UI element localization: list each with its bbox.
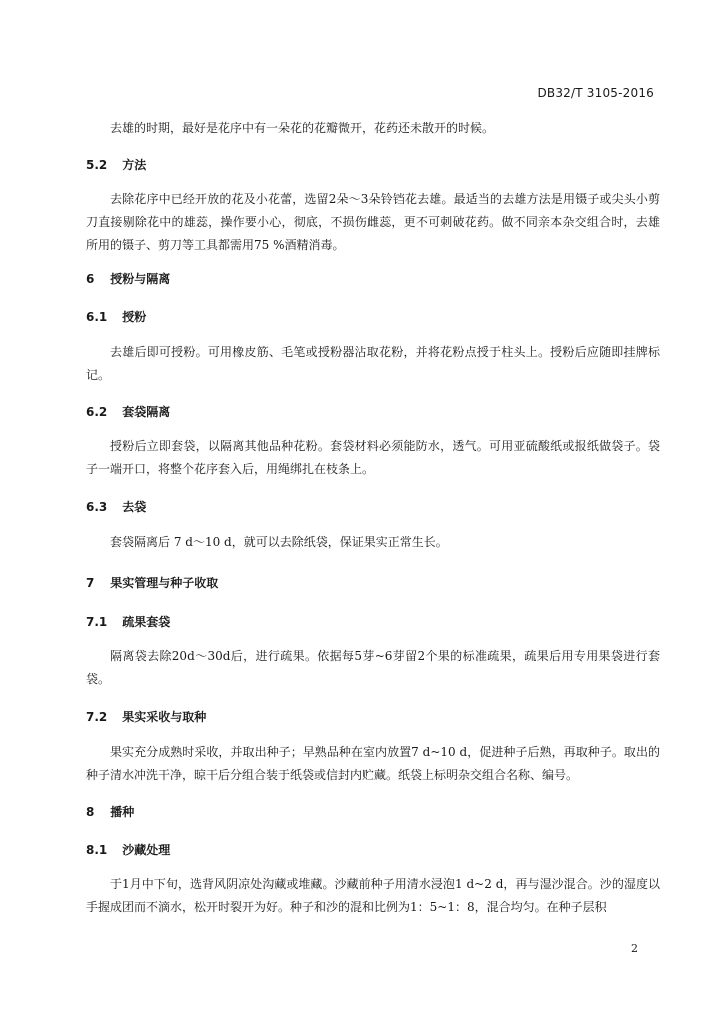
section-number: 6.3 [86,500,108,514]
section-number: 6.1 [86,310,108,324]
section-heading-7-1 [86,613,170,630]
section-title: 疏果套袋 [122,615,171,629]
section-heading-8-1 [86,841,170,858]
section-heading-5-2 [86,156,146,173]
paragraph: 去雄的时期，最好是花序中有一朵花的花瓣微开，花药还未散开的时候。 [110,121,495,135]
section-number: 8.1 [86,843,108,857]
section-title: 授粉 [122,310,147,324]
paragraph: 于1月中下旬，选背风阴凉处沟藏或堆藏。沙藏前种子用清水浸泡1 d~2 d，再与湿沙混合。沙的湿度以手握成团而不滴水，松开时裂开为好。种子和沙的混和比例为1：5~1：8，混合均匀。在种子层积 [86,877,660,914]
paragraph: 隔离袋去除20d～30d后，进行疏果。依据每5芽~6芽留2个果的标准疏果，疏果后用专用果袋进行套袋。 [86,649,660,686]
section-heading-6-1 [86,308,146,325]
section-title: 授粉与隔离 [110,272,171,286]
section-number: 7.1 [86,615,108,629]
section-title: 果实管理与种子收取 [110,576,219,590]
section-heading-6 [86,270,170,287]
section-heading-8 [86,803,134,820]
section-title: 沙藏处理 [122,843,171,857]
section-number: 5.2 [86,158,108,172]
paragraph: 去除花序中已经开放的花及小花蕾，选留2朵～3朵铃铛花去雄。最适当的去雄方法是用镊子或尖头小剪刀直接剔除花中的雄蕊，操作要小心，彻底，不损伤雌蕊，更不可刺破花药。做不同亲本杂交组合时，去雄所用的镊子、剪刀等工具都需用75 %酒精消毒。 [86,192,660,252]
section-heading-6-3 [86,498,146,515]
page-number: 2 [631,942,638,955]
section-number: 8 [86,805,95,819]
section-number: 6.2 [86,405,108,419]
section-number: 7.2 [86,710,108,724]
section-title: 方法 [122,158,147,172]
paragraph: 果实充分成熟时采收，并取出种子；早熟品种在室内放置7 d~10 d，促进种子后熟，再取种子。取出的种子清水冲洗干净，晾干后分组合装于纸袋或信封内贮藏。纸袋上标明杂交组合名称、编号。 [86,745,660,782]
paragraph: 去雄后即可授粉。可用橡皮筋、毛笔或授粉器沾取花粉，并将花粉点授于柱头上。授粉后应随即挂牌标记。 [86,345,660,382]
section-title: 果实采收与取种 [122,710,207,724]
section-heading-7 [86,574,218,591]
section-heading-7-2 [86,708,206,725]
section-title: 播种 [110,805,135,819]
paragraph: 套袋隔离后 7 d～10 d，就可以去除纸袋，保证果实正常生长。 [110,535,448,549]
document-code: DB32/T 3105-2016 [537,86,654,100]
paragraph: 授粉后立即套袋，以隔离其他品种花粉。套袋材料必须能防水，透气。可用亚硫酸纸或报纸做袋子。袋子一端开口，将整个花序套入后，用绳绑扎在枝条上。 [86,439,660,476]
section-title: 去袋 [122,500,147,514]
section-number: 7 [86,576,95,590]
section-heading-6-2 [86,403,170,420]
section-title: 套袋隔离 [122,405,171,419]
section-number: 6 [86,272,95,286]
